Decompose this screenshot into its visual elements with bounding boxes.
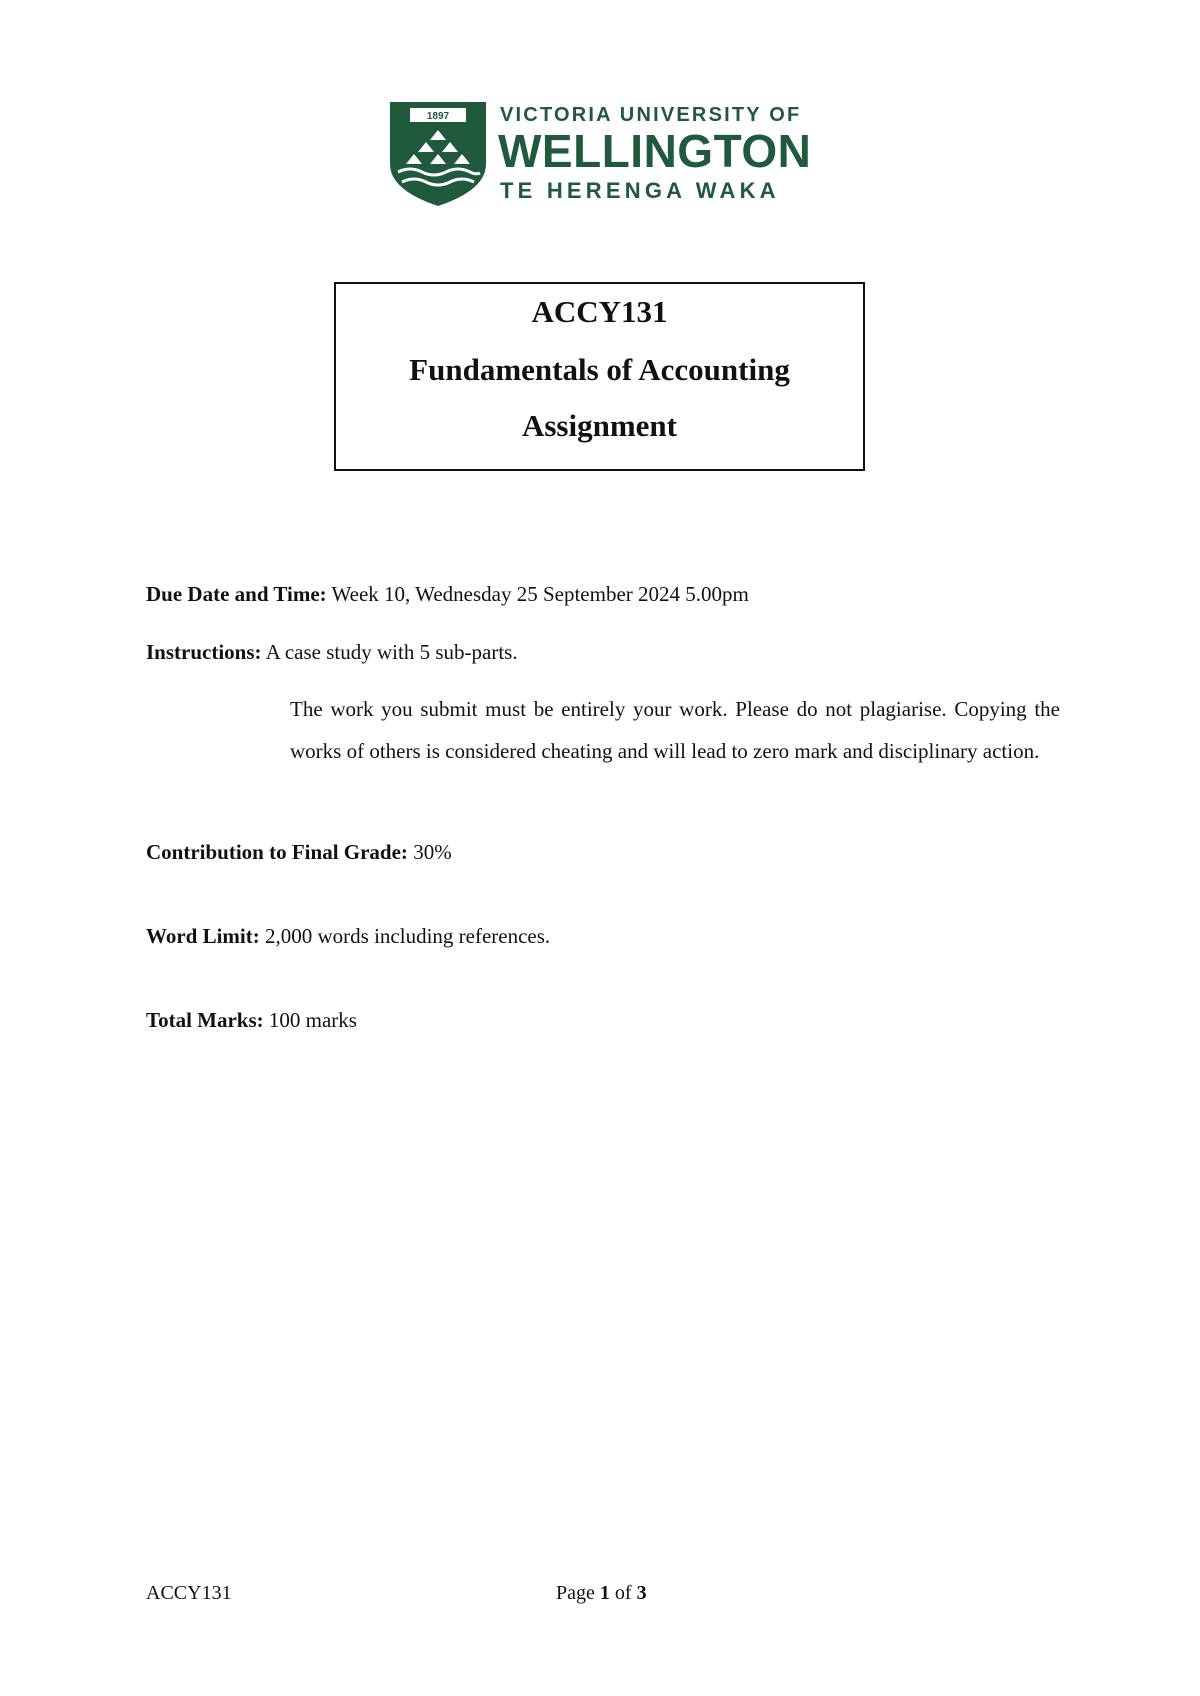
- contribution-field: [146, 840, 452, 865]
- university-logo: [390, 102, 820, 206]
- title-box: [334, 282, 865, 471]
- total-marks-field: [146, 1008, 357, 1033]
- document-type: Assignment: [521, 408, 677, 443]
- logo-line-2: WELLINGTON: [498, 125, 812, 177]
- course-code: ACCY131: [531, 294, 668, 329]
- page-current: 1: [599, 1582, 610, 1604]
- shield-icon: [390, 102, 486, 206]
- word-limit-value: 2,000 words including references.: [259, 924, 551, 948]
- page-prefix: Page: [556, 1582, 600, 1604]
- instructions-label: Instructions:: [146, 640, 262, 664]
- word-limit-field: [146, 924, 550, 949]
- total-marks-value: 100 marks: [263, 1008, 357, 1032]
- logo-line-1: VICTORIA UNIVERSITY OF: [500, 104, 802, 126]
- footer-page-number: [556, 1582, 647, 1605]
- logo-line-3: TE HERENGA WAKA: [500, 178, 780, 203]
- contribution-label: Contribution to Final Grade:: [146, 840, 408, 864]
- due-date-value: Week 10, Wednesday 25 September 2024 5.00pm: [326, 582, 749, 606]
- contribution-value: 30%: [407, 840, 452, 864]
- page-total: 3: [636, 1582, 647, 1604]
- word-limit-label: Word Limit:: [146, 924, 260, 948]
- instructions-value: A case study with 5 sub-parts.: [261, 640, 518, 664]
- instructions-field: [146, 640, 518, 665]
- logo-year: 1897: [426, 111, 450, 122]
- footer-course-code: ACCY131: [146, 1582, 232, 1604]
- course-name: Fundamentals of Accounting: [409, 352, 790, 387]
- instructions-note: The work you submit must be entirely your work. Please do not plagiarise. Copying the works of others is considered cheating and will lead to zero mark and disciplinary action.: [290, 697, 1060, 763]
- due-date-label: Due Date and Time:: [146, 582, 327, 606]
- due-date-field: [146, 582, 749, 607]
- total-marks-label: Total Marks:: [146, 1008, 264, 1032]
- page-mid: of: [609, 1582, 637, 1604]
